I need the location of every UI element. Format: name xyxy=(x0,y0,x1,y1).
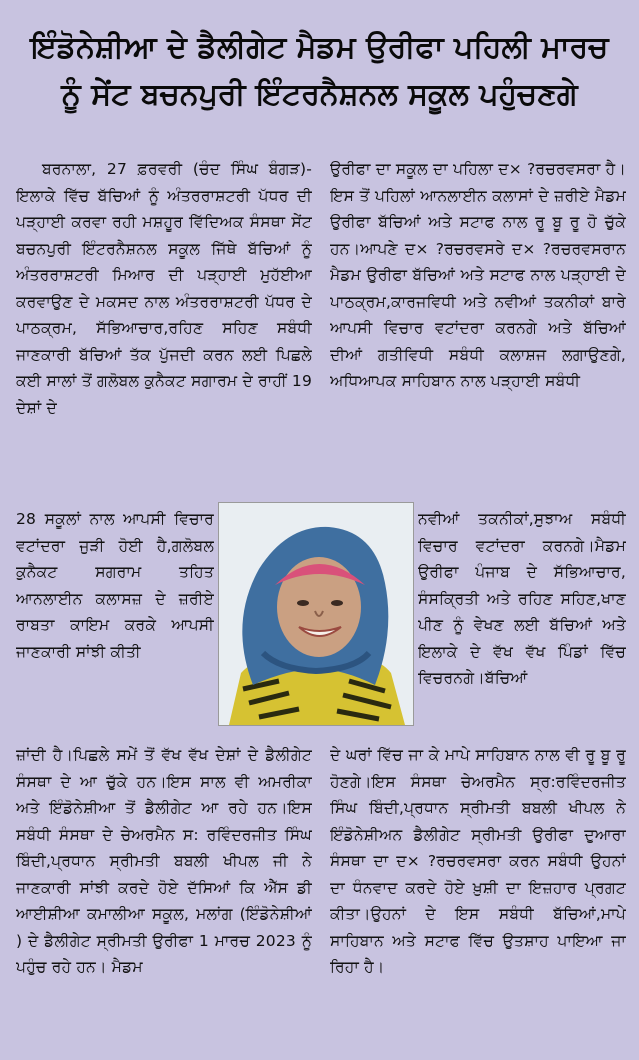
right-eye xyxy=(331,600,343,606)
article-right-column-beside-photo xyxy=(418,506,626,744)
article-paragraph: ਨਵੀਆਂ ਤਕਨੀਕਾਂ,ਸੁਝਾਅ ਸਬੰਧੀ ਵਿਚਾਰ ਵਟਾਂਦਰਾ ਕਰਨਗੇ।ਮੈਡਮ ਉਰੀਫਾ ਪੰਜਾਬ ਦੇ ਸੱਭਿਆਚਾਰ, ਸੰਸਕ੍ਰਿਤੀ ਅਤੇ ਰਹਿਣ ਸਹਿਣ,ਖਾਣ ਪੀਣ ਨੂੰ ਵੇਖਣ ਲਈ ਬੱਚਿਆਂ ਅਤੇ ਇਲਾਕੇ ਦੇ ਵੱਖ ਵੱਖ ਪਿੰਡਾਂ ਵਿੱਚ ਵਿਚਰਨਗੇ।ਬੱਚਿਆਂ xyxy=(418,510,626,687)
left-eye xyxy=(297,600,309,606)
article-paragraph: ਦੇ ਘਰਾਂ ਵਿੱਚ ਜਾ ਕੇ ਮਾਪੇ ਸਾਹਿਬਾਨ ਨਾਲ ਵੀ ਰੂ ਬੂ ਰੂ ਹੋਣਗੇ।ਇਸ ਸੰਸਥਾ ਚੇਅਰਮੈਨ ਸ੍ਰ:ਰਵਿੰਦਰਜੀਤ ਸਿੰਘ ਬਿੰਦੀ,ਪ੍ਰਧਾਨ ਸ੍ਰੀਮਤੀ ਬਬਲੀ ਖੀਪਲ ਨੇ ਇੰਡੋਨੇਸ਼ੀਅਨ ਡੈਲੀਗੇਟ ਸ੍ਰੀਮਤੀ ਉਰੀਫਾ ਦੁਆਰਾ ਸੰਸਥਾ ਦਾ ਦ× ?ਰਚਰਵਸਰਾ ਕਰਨ ਸਬੰਧੀ ਉਹਨਾਂ ਦਾ ਧੰਨਵਾਦ ਕਰਦੇ ਹੋਏ ਖ਼ੁਸ਼ੀ ਦਾ ਇਜ਼ਹਾਰ ਪ੍ਰਗਟ ਕੀਤਾ।ਉਹਨਾਂ ਦੇ ਇਸ ਸਬੰਧੀ ਬੱਚਿਆਂ,ਮਾਪੇ ਸਾਹਿਬਾਨ ਅਤੇ ਸਟਾਫ ਵਿੱਚ ਉਤਸ਼ਾਹ ਪਾਇਆ ਜਾ ਰਿਹਾ ਹੈ। xyxy=(330,746,626,976)
article-right-column-bottom xyxy=(330,742,626,1054)
article-paragraph: ਬਰਨਾਲਾ, 27 ਫ਼ਰਵਰੀ (ਚੰਦ ਸਿੰਘ ਬੰਗੜ)-ਇਲਾਕੇ ਵਿੱਚ ਬੱਚਿਆਂ ਨੂੰ ਅੰਤਰਰਾਸ਼ਟਰੀ ਪੱਧਰ ਦੀ ਪੜ੍ਹਾਈ ਕਰਵਾ ਰਹੀ ਮਸ਼ਹੂਰ ਵਿੱਦਿਅਕ ਸੰਸਥਾ ਸੇਂਟ ਬਚਨਪੁਰੀ ਇੰਟਰਨੈਸ਼ਨਲ ਸਕੂਲ ਜਿੱਥੇ ਬੱਚਿਆਂ ਨੂੰ ਅੰਤਰਰਾਸ਼ਟਰੀ ਮਿਆਰ ਦੀ ਪੜ੍ਹਾਈ ਮੁਹੱਈਆ ਕਰਵਾਉਣ ਦੇ ਮਕਸਦ ਨਾਲ ਅੰਤਰਰਾਸ਼ਟਰੀ ਪੱਧਰ ਦੇ ਪਾਠਕ੍ਰਮ, ਸੱਭਿਆਚਾਰ,ਰਹਿਣ ਸਹਿਣ ਸਬੰਧੀ ਜਾਣਕਾਰੀ ਬੱਚਿਆਂ ਤੱਕ ਪੁੱਜਦੀ ਕਰਨ ਲਈ ਪਿਛਲੇ ਕਈ ਸਾਲਾਂ ਤੋਂ ਗਲੋਬਲ ਕੁਨੈਕਟ ਸਗਾਰਮ ਦੇ ਰਾਹੀਂ 19 ਦੇਸ਼ਾਂ ਦੇ xyxy=(16,160,312,417)
headline xyxy=(0,27,639,117)
portrait-illustration xyxy=(219,503,413,725)
article-paragraph: ਉਰੀਫਾ ਦਾ ਸਕੂਲ ਦਾ ਪਹਿਲਾ ਦ× ?ਰਚਰਵਸਰਾ ਹੈ।ਇਸ ਤੋਂ ਪਹਿਲਾਂ ਆਨਲਾਈਨ ਕਲਾਸਾਂ ਦੇ ਜ਼ਰੀਏ ਮੈਡਮ ਉਰੀਫਾ ਬੱਚਿਆਂ ਅਤੇ ਸਟਾਫ ਨਾਲ ਰੂ ਬੂ ਰੂ ਹੋ ਚੁੱਕੇ ਹਨ।ਆਪਣੇ ਦ× ?ਰਚਰਵਸਰੇ ਦ× ?ਰਚਰਵਸਰਾਨ ਮੈਡਮ ਉਰੀਫਾ ਬੱਚਿਆਂ ਅਤੇ ਸਟਾਫ ਨਾਲ ਪੜ੍ਹਾਈ ਦੇ ਪਾਠਕ੍ਰਮ,ਕਾਰਜਵਿਧੀ ਅਤੇ ਨਵੀਆਂ ਤਕਨੀਕਾਂ ਬਾਰੇ ਆਪਸੀ ਵਿਚਾਰ ਵਟਾਂਦਰਾ ਕਰਨਗੇ ਅਤੇ ਬੱਚਿਆਂ ਦੀਆਂ ਗਤੀਵਿਧੀ ਸਬੰਧੀ ਕਲਾਸ਼ਜ ਲਗਾਉਣਗੇ, ਅਧਿਆਪਕ ਸਾਹਿਬਾਨ ਨਾਲ ਪੜ੍ਹਾਈ ਸਬੰਧੀ xyxy=(330,160,626,390)
headline-line-2: ਨੂੰ ਸੇਂਟ ਬਚਨਪੁਰੀ ਇੰਟਰਨੈਸ਼ਨਲ ਸਕੂਲ ਪਹੁੰਚਣਗੇ xyxy=(61,77,578,113)
article-left-column-bottom xyxy=(16,742,312,1054)
article-left-column-top xyxy=(16,156,312,506)
article-left-column-beside-photo xyxy=(16,506,214,744)
delegate-photo xyxy=(218,502,414,726)
article-paragraph: 28 ਸਕੂਲਾਂ ਨਾਲ ਆਪਸੀ ਵਿਚਾਰ ਵਟਾਂਦਰਾ ਜੁੜੀ ਹੋਈ ਹੈ,ਗਲੋਬਲ ਕੁਨੈਕਟ ਸਗਰਾਮ ਤਹਿਤ ਆਨਲਾਈਨ ਕਲਾਸਜ਼ ਦੇ ਜ਼ਰੀਏ ਰਾਬਤਾ ਕਾਇਮ ਕਰਕੇ ਆਪਸੀ ਜਾਣਕਾਰੀ ਸਾਂਝੀ ਕੀਤੀ xyxy=(16,510,214,661)
article-right-column-top xyxy=(330,156,626,506)
article-paragraph: ਜ਼ਾਂਦੀ ਹੈ।ਪਿਛਲੇ ਸਮੇਂ ਤੋਂ ਵੱਖ ਵੱਖ ਦੇਸ਼ਾਂ ਦੇ ਡੈਲੀਗੇਟ ਸੰਸਥਾ ਦੇ ਆ ਚੁੱਕੇ ਹਨ।ਇਸ ਸਾਲ ਵੀ ਅਮਰੀਕਾ ਅਤੇ ਇੰਡੋਨੇਸ਼ੀਆ ਤੋਂ ਡੈਲੀਗੇਟ ਆ ਰਹੇ ਹਨ।ਇਸ ਸਬੰਧੀ ਸੰਸਥਾ ਦੇ ਚੇਅਰਮੈਨ ਸ: ਰਵਿੰਦਰਜੀਤ ਸਿੰਘ ਬਿੰਦੀ,ਪ੍ਰਧਾਨ ਸ੍ਰੀਮਤੀ ਬਬਲੀ ਖੀਪਲ ਜੀ ਨੇ ਜਾਣਕਾਰੀ ਸਾਂਝੀ ਕਰਦੇ ਹੋਏ ਦੱਸਿਆਂ ਕਿ ਐੱਸ ਡੀ ਆਈਸ਼ੀਆ ਕਮਾਲੀਆ ਸਕੂਲ, ਮਲਾਂਗ (ਇੰਡੋਨੇਸ਼ੀਆਂ ) ਦੇ ਡੈਲੀਗੇਟ ਸ੍ਰੀਮਤੀ ਉਰੀਫਾ 1 ਮਾਰਚ 2023 ਨੂੰ ਪਹੁੰਚ ਰਹੇ ਹਨ। ਮੈਡਮ xyxy=(16,746,312,976)
headline-line-1: ਇੰਡੋਨੇਸ਼ੀਆ ਦੇ ਡੈਲੀਗੇਟ ਮੈਡਮ ਉਰੀਫਾ ਪਹਿਲੀ ਮਾਰਚ xyxy=(30,30,609,66)
